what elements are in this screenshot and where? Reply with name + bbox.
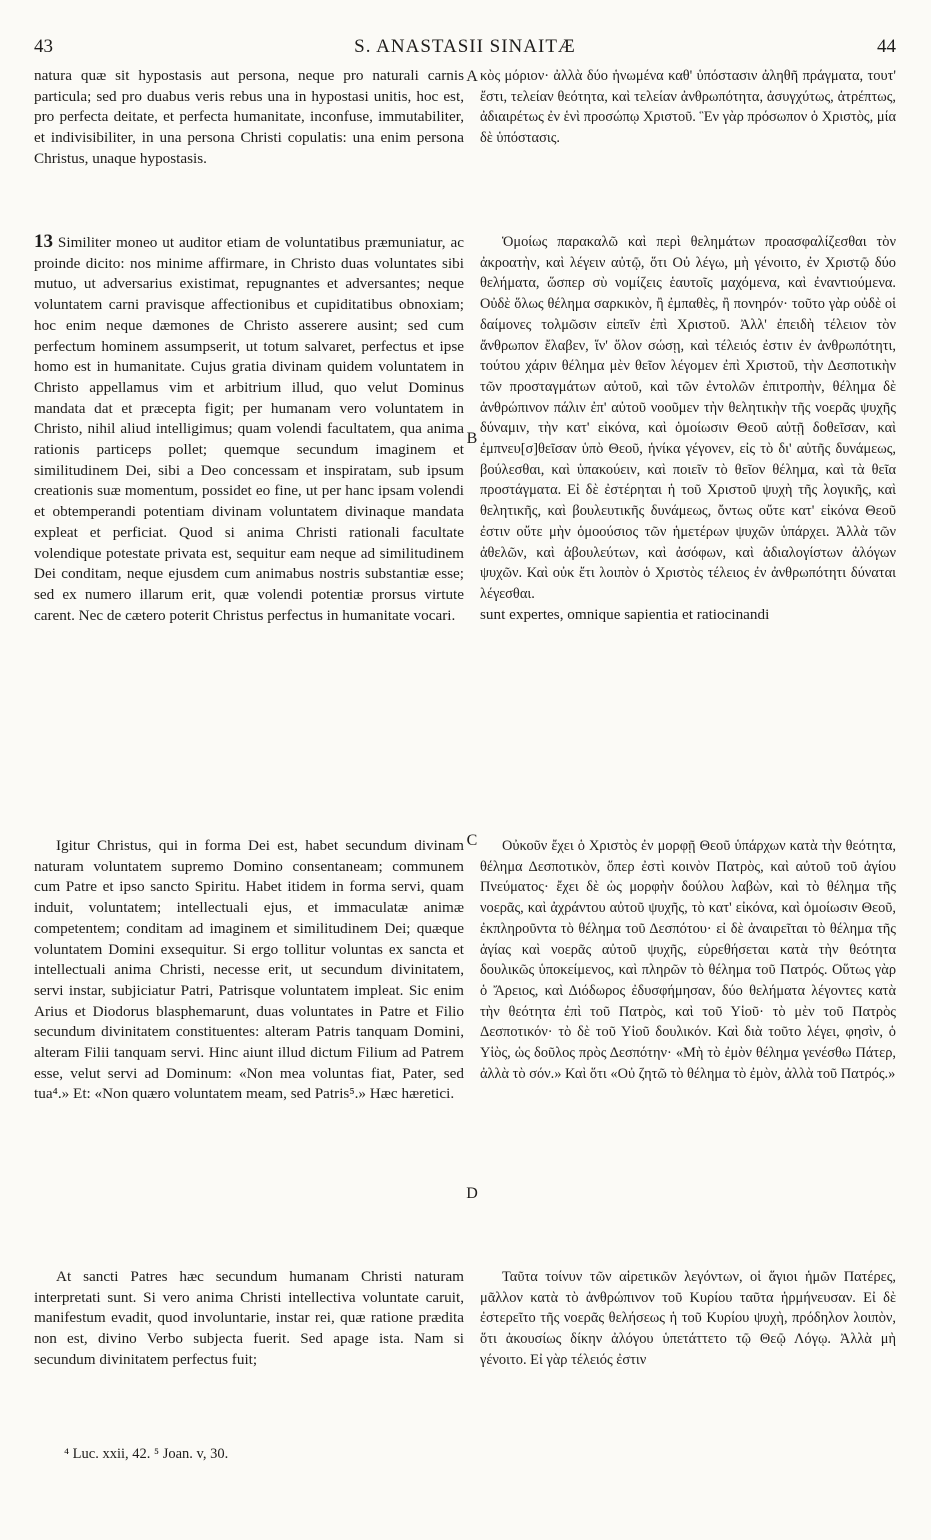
footnotes: ⁴ Luc. xxii, 42. ⁵ Joan. v, 30. bbox=[64, 1446, 229, 1462]
margin-letter-d: D bbox=[466, 1185, 478, 1202]
greek-paragraph-3 bbox=[480, 836, 896, 1084]
margin-letter-b: B bbox=[466, 430, 478, 447]
latin-text-2: Similiter moneo ut auditor etiam de voluntatibus præmuniatur, ac proinde dicito: nos minime affirmare, in Christo duas voluntates sibi mutuo, ut adversarius existimat, repugnantes et adversantes; neque voluntatem carni pravisque affectionibus et cupiditatibus obnoxiam; hoc enim neque dæmones de Christo asserere ausint; sed cum perfectum hominem assumpserit, ut totum salvaret, perfectus et ipse homo est in humanitate. Cujus gratia divinam quidem voluntatem in Christo appellamus vim et arbitrium illud, quo velut Dominus mandata dat et præcepta figit; per humanam vero voluntatem in Christo, nihil aliud intelligimus; quam volendi facultatem, qua anima rationis particeps pollet; quemque secundum imaginem et similitudinem Dei, sibi a Deo concessam et inspiratam, sub ipsum creationis suæ momentum, possidet eo fine, ut per hanc ipsam volendi et obtemperandi potentiam divinam voluntatem divinaque mandata expleat et perficiat. Quod si anima Christi rationali facultate volendique potestate privata est, sequitur eam neque ad similitudinem Dei conditam, neque ejusdem cum animabus nostris substantiæ esse; sed ex numero illarum erit, quæ volendi potentiæ prorsus virtute carent. Nec de cætero poterit Christus perfectus in humanitate vocari. bbox=[34, 234, 464, 624]
greek-paragraph-1 bbox=[480, 66, 896, 149]
page-number-right: 44 bbox=[877, 36, 896, 57]
margin-letter-c: C bbox=[466, 832, 478, 849]
greek-text-2: Ὁμοίως παρακαλῶ καὶ περὶ θελημάτων προασφαλίζεσθαι τὸν ἀκροατὴν, καὶ λέγειν αὐτῷ, ὅτι Οὐ λέγω, μὴ γένοιτο, ἐν Χριστῷ δύο θελήματα, ὥσπερ σὺ νομίζεις ἑαυτοῖς μαχόμενα, καὶ ἐναντιούμενα. Οὐδὲ ὅλως θέλημα σαρκικὸν, ἢ ἐμπαθὲς, ἢ πονηρόν· τοῦτο γὰρ οὐδὲ οἱ δαίμονες τολμῶσιν εἰπεῖν ἐπὶ Χριστοῦ. Ἀλλ' ἐπειδὴ τέλειον τὸν ἄνθρωπον ἔλαβεν, ἵν' ὅλον σώσῃ, καὶ τέλειός ἐστιν ἐν ἀνθρωπότητι, τούτου χάριν θέλημα μὲν θεῖον λέγομεν ἐπὶ Χριστοῦ, τὴν Δεσποτικὴν τῶν προσταγμάτων αὐτοῦ, καὶ τῶν ἐντολῶν ἐπιτροπὴν, θέλημα δὲ ἀνθρώπινον πάλιν ἐπ' αὐτοῦ νοοῦμεν τὴν θελητικὴν τῆς νοερᾶς ψυχῆς δύναμιν, τὴν κατ' εἰκόνα, καὶ ὁμοίωσιν Θεοῦ αὐτῇ δοθεῖσαν, καὶ ἐμπνευ[σ]θεῖσαν ὑπὸ Θεοῦ, ἡνίκα γέγονεν, εἰς τὸ δι' αὐτῆς δυνάμεως, βούλεσθαι, καὶ ὑπακούειν, καὶ ποιεῖν τὸ θεῖον θέλημα, καὶ τὰ θεῖα προστάγματα. Εἰ δὲ ἐστέρηται ἡ τοῦ Χριστοῦ ψυχὴ τῆς λογικῆς, καὶ θελητικῆς, καὶ βουλευτικῆς δυνάμεως, ὄντως οὔτε κατ' εἰκόνα Θεοῦ ἐστιν οὔτε μὴν ὁμοούσιος τῶν ἡμετέρων ψυχῶν ὑπάρχει. Ἀλλὰ τῶν ἀθελῶν, καὶ ἀβουλεύτων, καὶ ἀσόφων, καὶ ἀδιαλογίστων ἀλόγων ψυχῶν. Καὶ οὐκ ἔτι λοιπὸν ὁ Χριστὸς τέλειος ἐν ἀνθρωπότητι δύναται λέγεσθαι. bbox=[480, 234, 896, 602]
page-number-left: 43 bbox=[34, 36, 53, 57]
margin-letter-a: A bbox=[466, 68, 478, 85]
page-header bbox=[34, 36, 896, 64]
latin-text-3: Igitur Christus, qui in forma Dei est, habet secundum divinam naturam voluntatem supremo Domino consentaneam; communem cum Patre et ipso sancto Spiritu. Habet itidem in forma servi, quam induit, voluntatem; intellectuali ejus, et immaculatæ animæ competentem; conditam ad imaginem et similitudinem Dei; quæque voluntatem Domini exsequitur. Si ergo tollitur voluntas ex sancta et intellectuali anima Christi, necesse erit, ut secundum divinitatem, servi instar, subjiciatur Patri, Patrisque voluntatem impleat. Sic enim Arius et Diodorus blasphemarunt, duas voluntates in Patre et Filio secundum divinitatem constituentes: alteram Patris tanquam Domini, alteram Filii tanquam servi. Hinc aiunt illud dictum Filium ad Patrem esse, velut servi ad Dominum: «Non mea voluntas fiat, Pater, sed tua⁴.» Et: «Non quæro voluntatem meam, sed Patris⁵.» Hæc hæretici. bbox=[34, 837, 464, 1103]
latin-text-1: natura quæ sit hypostasis aut persona, neque pro naturali carnis particula; sed pro duabus veris rebus una in hypostasi unitis, hoc est, pro perfecta deitate, et perfecta humanitate, inconfuse, immutabiliter, et indivisibiliter, in una persona Christi copulatis: una enim persona Christus, unaque hypostasis. bbox=[34, 67, 464, 167]
latin-paragraph-1 bbox=[34, 66, 464, 170]
greek-paragraph-2 bbox=[480, 232, 896, 625]
latin-paragraph-3 bbox=[34, 836, 464, 1105]
running-title: S. ANASTASII SINAITÆ bbox=[354, 36, 576, 57]
latin-paragraph-2 bbox=[34, 232, 464, 626]
latin-paragraph-4 bbox=[34, 1267, 464, 1371]
greek-text-1: κὸς μόριον· ἀλλὰ δύο ἡνωμένα καθ' ὑπόστασιν ἀληθῆ πράγματα, τουτ' ἔστι, τελείαν θεότητα, καὶ τελείαν ἀνθρωπότητα, ἀσυγχύτως, ἀτρέπτως, ἀδιαιρέτως ἐν ἑνὶ προσώπῳ Χριστοῦ. Ἓν γὰρ πρόσωπον ὁ Χριστὸς, μία δὲ ὑπόστασις. bbox=[480, 68, 896, 147]
latin-continuation: sunt expertes, omnique sapientia et ratiocinandi bbox=[480, 605, 770, 623]
greek-text-3: Οὐκοῦν ἔχει ὁ Χριστὸς ἐν μορφῇ Θεοῦ ὑπάρχων κατὰ τὴν θεότητα, θέλημα Δεσποτικὸν, ὅπερ ἐστὶ κοινὸν Πατρὸς, καὶ αὐτοῦ τοῦ ἁγίου Πνεύματος· ἔχει δὲ ὡς μορφὴν δούλου λαβὼν, καὶ τὸ θέλημα τῆς νοερᾶς, καὶ ἀχράντου αὐτοῦ ψυχῆς, τὸ κατ' εἰκόνα, καὶ ὁμοίωσιν Θεοῦ, ἐκπληροῦντα τὸ θέλημα τοῦ Δεσπότου· εἰ δὲ ἀναιρεῖται τὸ θέλημα τῆς ἁγίας καὶ νοερᾶς αὐτοῦ ψυχῆς, εὑρεθήσεται κατὰ τὴν θεότητα δουλικῶς ὑποκείμενος, καὶ πληρῶν τὸ θέλημα τοῦ Πατρός. Οὕτως γὰρ ὁ Ἄρειος, καὶ Διόδωρος ἐδυσφήμησαν, δύο θελήματα λέγοντες κατὰ τὴν θεότητα ἐπὶ τοῦ Πατρὸς, καὶ τοῦ Υἱοῦ· τὸ μὲν τοῦ Πατρὸς Δεσποτικόν· τὸ δὲ τοῦ Υἱοῦ δουλικόν. Καὶ διὰ τοῦτο λέγει, φησὶν, ὁ Υἱὸς, ὡς δοῦλος πρὸς Δεσπότην· «Μὴ τὸ ἐμὸν θέλημα γενέσθω Πάτερ, ἀλλὰ τὸ σόν.» Καὶ ὅτι «Οὐ ζητῶ τὸ θέλημα τὸ ἐμὸν, ἀλλὰ τοῦ Πατρός.» bbox=[480, 838, 896, 1082]
greek-paragraph-4 bbox=[480, 1267, 896, 1371]
greek-text-4: Ταῦτα τοίνυν τῶν αἱρετικῶν λεγόντων, οἱ ἅγιοι ἡμῶν Πατέρες, μᾶλλον κατὰ τὸ ἀνθρώπινον τοῦ Κυρίου ταῦτα ἡρμήνευσαν. Εἰ δὲ ἐστερεῖτο τῆς νοερᾶς θελήσεως ἡ τοῦ Κυρίου ψυχὴ, πρόδηλον λοιπὸν, ὅτι ἀκουσίως δίκην ἀλόγου ὑπετάττετο τῷ Θεῷ Λόγῳ. Ἀλλὰ μὴ γένοιτο. Εἰ γὰρ τέλειός ἐστιν bbox=[480, 1269, 896, 1368]
paragraph-number: 13 bbox=[34, 231, 53, 252]
latin-text-4: At sancti Patres hæc secundum humanam Christi naturam interpretati sunt. Si vero anima Christi intellectiva voluntate caruit, manifestum evadit, quod involuntarie, instar rei, quæ ratione prædita non est, divino Verbo subjecta fuerit. Sed apage ista. Nam si secundum divinitatem perfectus fuit; bbox=[34, 1268, 464, 1368]
